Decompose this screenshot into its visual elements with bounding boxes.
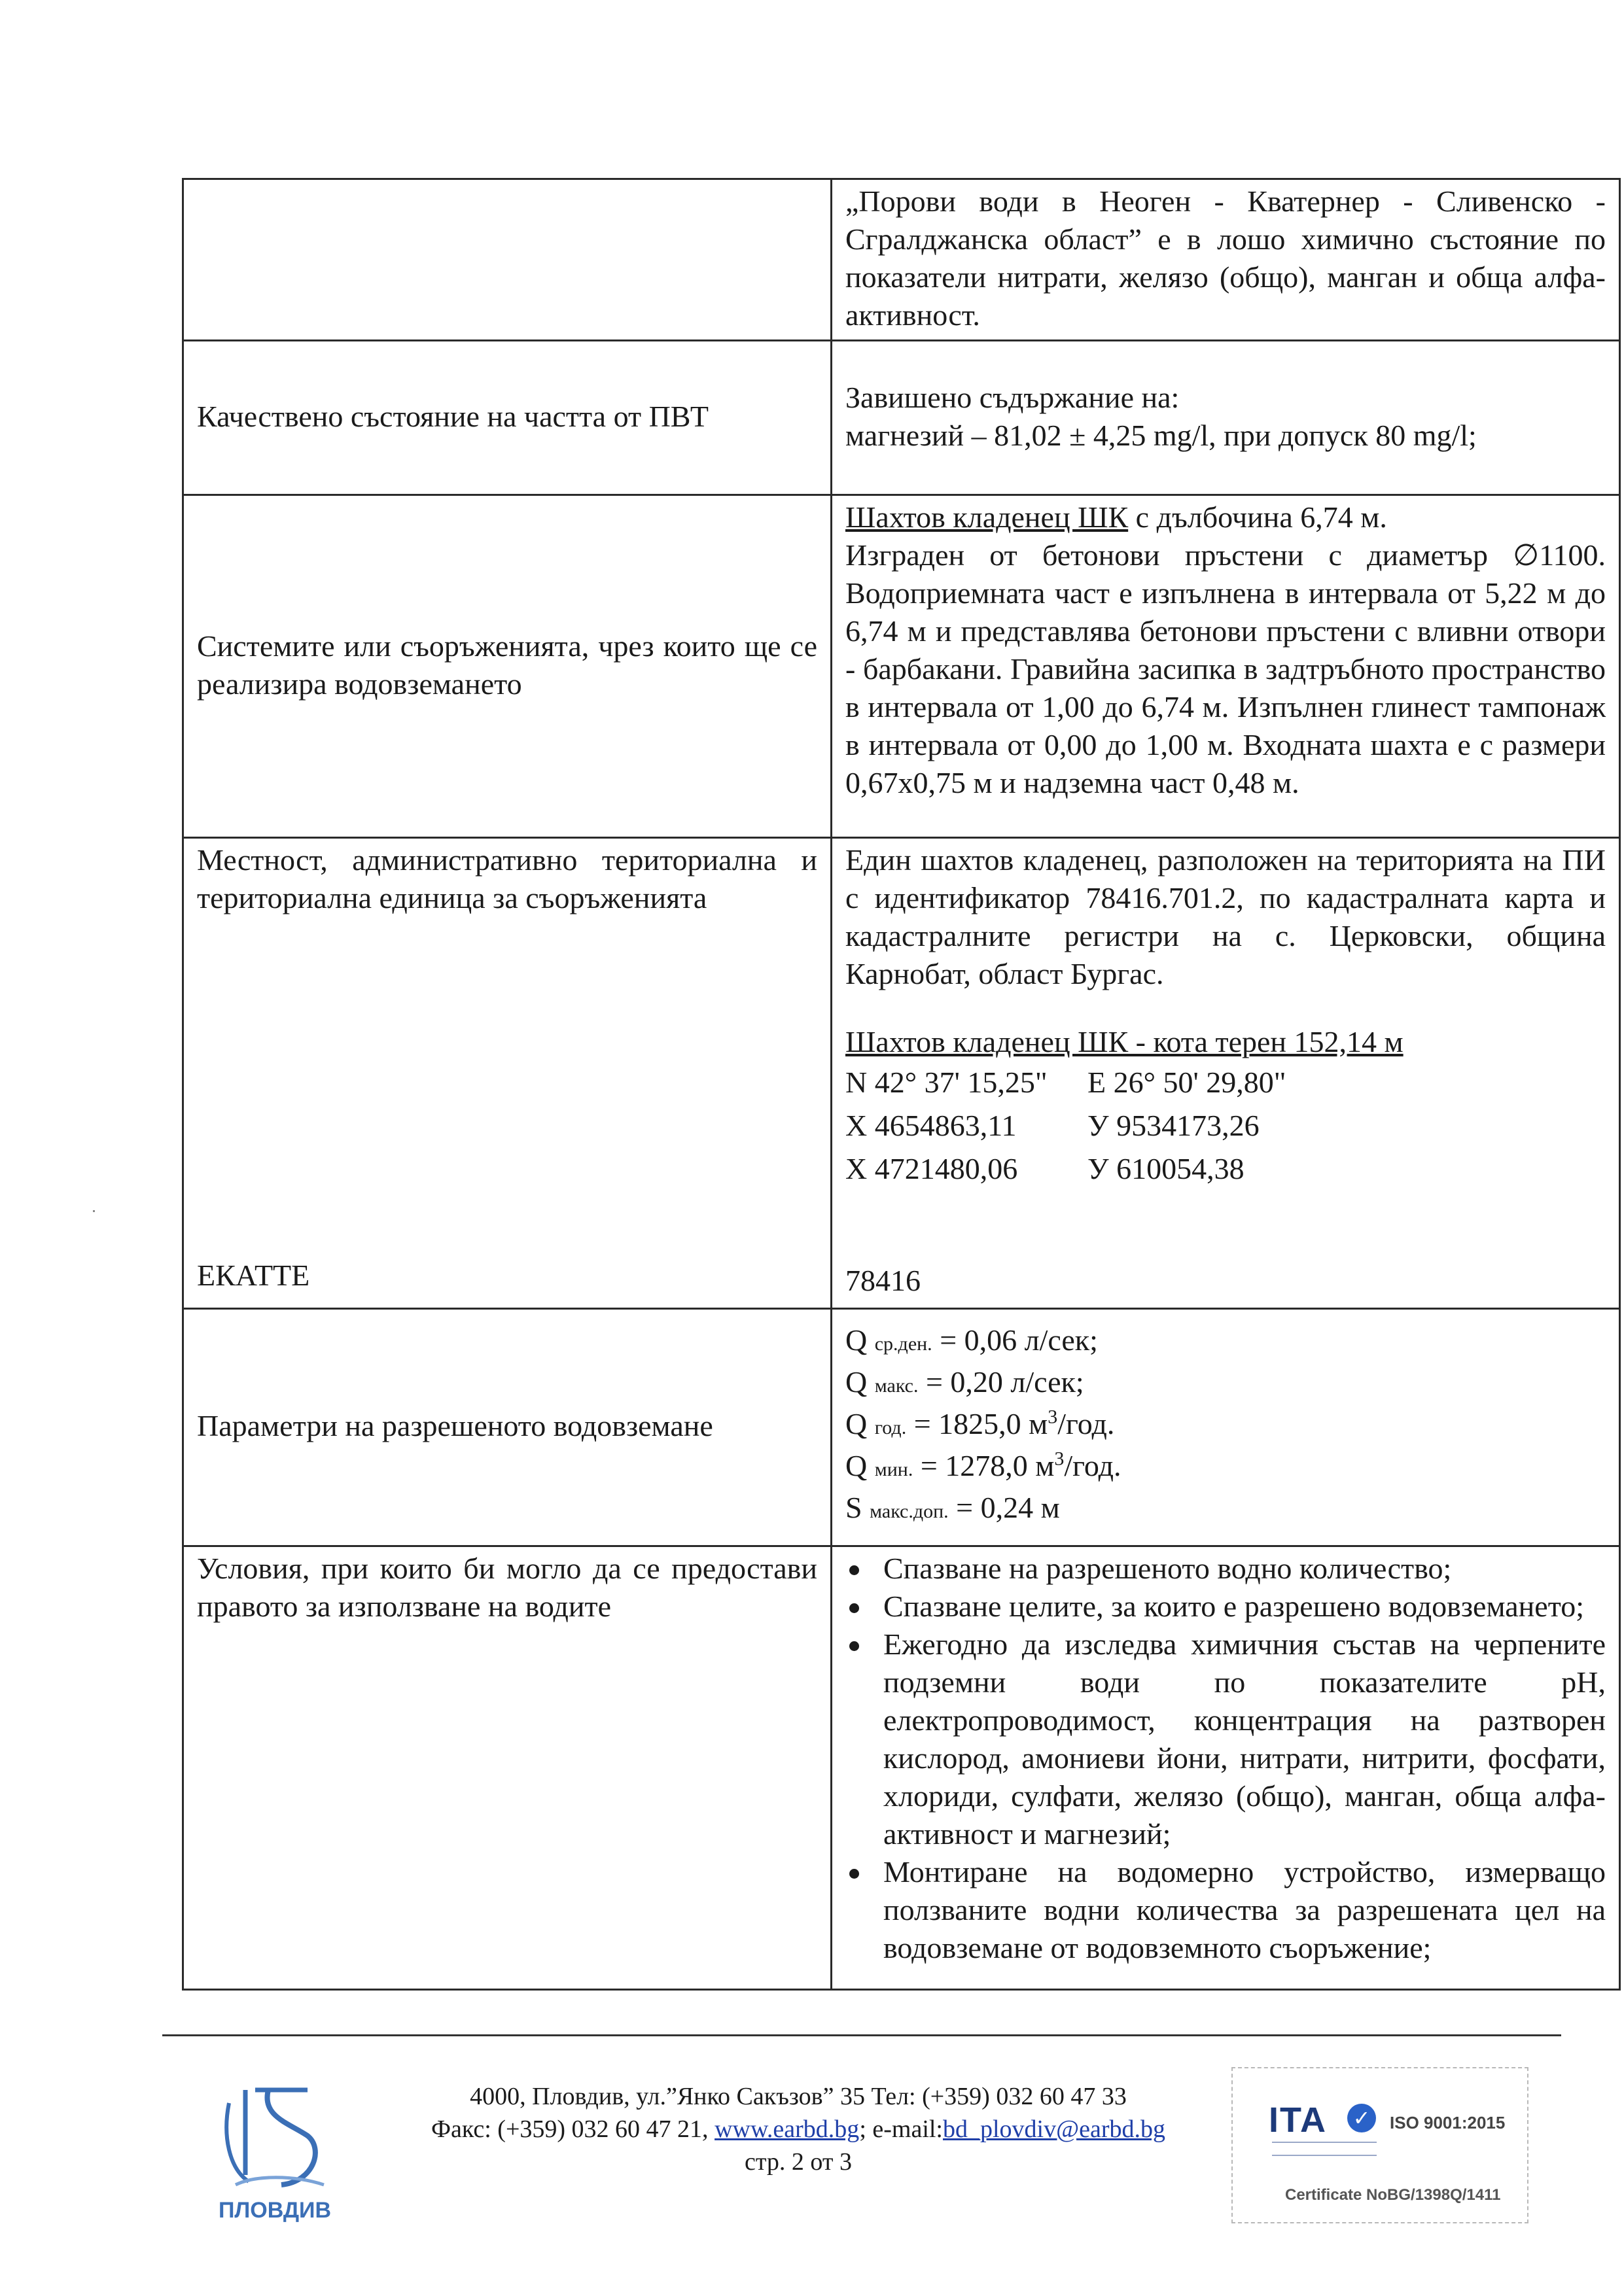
coord-b: У 610054,38 <box>1087 1152 1244 1185</box>
ita-logo: ITA <box>1269 2100 1327 2140</box>
param-subscript: год. <box>874 1417 907 1438</box>
website-link[interactable]: www.earbd.bg <box>715 2115 860 2143</box>
footer-contacts <box>366 2080 1230 2178</box>
ita-tagline-decoration <box>1272 2142 1377 2156</box>
email-link[interactable]: bd_plovdiv@earbd.bg <box>943 2115 1165 2143</box>
text-line: магнезий – 81,02 ± 4,25 mg/l, при допуск 80 mg/l; <box>845 418 1477 452</box>
row-value <box>832 341 1620 495</box>
param-superscript: 3 <box>1054 1448 1065 1470</box>
param-subscript: ср.ден. <box>874 1333 932 1355</box>
location-description: Един шахтов кладенец, разположен на територията на ПИ с идентификатор 78416.701.2, по кадастралната карта и кадастралните регистри на с. Церковски, община Карнобат, област Бургас. <box>845 843 1606 990</box>
coord-a: X 4654863,11 <box>845 1109 1017 1142</box>
page-number: стр. 2 от 3 <box>744 2148 853 2176</box>
table-row <box>183 495 1620 838</box>
certificate-number: Certificate NoBG/1398Q/1411 <box>1285 2186 1501 2204</box>
param-subscript: мин. <box>874 1459 913 1480</box>
logo-text: ПЛОВДИВ <box>218 2198 332 2223</box>
well-name: Шахтов кладенец ШК <box>845 500 1129 534</box>
row-label: Параметри на разрешеното водовземане <box>183 1309 832 1546</box>
row-label <box>183 179 832 341</box>
param-value: = 0,20 л/сек; <box>918 1365 1084 1399</box>
param-subscript: макс.доп. <box>870 1501 949 1522</box>
param-symbol: Q <box>845 1449 868 1482</box>
row-value: „Порови води в Неоген - Кватернер - Сливенско - Сгралджанска област” е в лошо химично състояние по показатели нитрати, желязо (общо), манган и обща алфа-активност. <box>832 179 1620 341</box>
list-item: Спазване целите, за които е разрешено водовземането; <box>845 1588 1606 1626</box>
coord-row <box>845 1147 1606 1191</box>
coord-b: У 9534173,26 <box>1087 1109 1260 1142</box>
well-title <box>845 498 1606 536</box>
param-line <box>845 1489 1606 1531</box>
certificate-badge <box>1231 2067 1528 2223</box>
text-line: Завишено съдържание на: <box>845 380 1180 414</box>
ekatte-label: ЕКАТТЕ <box>197 1259 310 1292</box>
param-value: = 0,24 м <box>948 1491 1060 1524</box>
param-line <box>845 1321 1606 1363</box>
list-item: Монтиране на водомерно устройство, измерващо ползваните водни количества за разрешената цел на водовземане от водовземното съоръжение; <box>845 1853 1606 1967</box>
coordinates <box>845 1061 1606 1191</box>
row-value <box>832 1546 1620 1990</box>
param-line <box>845 1447 1606 1489</box>
iso-standard: ISO 9001:2015 <box>1390 2113 1506 2132</box>
checkmark-icon: ✓ <box>1347 2104 1376 2132</box>
row-value <box>832 838 1620 1309</box>
param-value: = 1278,0 м <box>913 1449 1055 1482</box>
row-label <box>183 838 832 1309</box>
location-label: Местност, административно териториална и териториална единица за съоръженията <box>197 843 817 914</box>
coord-b: E 26° 50' 29,80" <box>1087 1066 1286 1099</box>
param-superscript: 3 <box>1048 1406 1058 1428</box>
footer-email-label: ; e-mail: <box>859 2115 943 2143</box>
table-row <box>183 341 1620 495</box>
footer-address: 4000, Пловдив, ул.”Янко Сакъзов” 35 Тел: (+359) 032 60 47 33 <box>470 2083 1127 2110</box>
list-item: Ежегодно да изследва химичния състав на черпените подземни води по показателите pH, електропроводимост, концентрация на разтворен кислород, амониеви йони, нитрати, нитрити, фосфати, хлориди, сулфати, желязо (общо), манган, обща алфа-активност и магнезий; <box>845 1626 1606 1853</box>
footer-fax: Факс: (+359) 032 60 47 21, <box>431 2115 715 2143</box>
param-line <box>845 1363 1606 1405</box>
param-unit-tail: /год. <box>1064 1449 1121 1482</box>
param-symbol: S <box>845 1491 862 1524</box>
coord-a: X 4721480,06 <box>845 1152 1018 1185</box>
row-value <box>832 495 1620 838</box>
coord-a: N 42° 37' 15,25" <box>845 1066 1048 1099</box>
row-label: Условия, при които би могло да се предостави правото за използване на водите <box>183 1546 832 1990</box>
param-value: = 0,06 л/сек; <box>932 1323 1098 1357</box>
param-value: = 1825,0 м <box>906 1407 1048 1440</box>
ekatte-value: 78416 <box>845 1264 921 1297</box>
basin-directorate-logo-icon <box>209 2077 340 2227</box>
row-label: Качествено състояние на частта от ПВТ <box>183 341 832 495</box>
param-symbol: Q <box>845 1365 868 1399</box>
param-subscript: макс. <box>874 1375 919 1397</box>
table-row <box>183 1309 1620 1546</box>
param-unit-tail: /год. <box>1057 1407 1115 1440</box>
row-value <box>832 1309 1620 1546</box>
param-symbol: Q <box>845 1323 868 1357</box>
well-depth: с дълбочина 6,74 м. <box>1128 500 1387 534</box>
footer-divider <box>162 2034 1561 2036</box>
footer-contact-line <box>366 2113 1230 2146</box>
conditions-list <box>845 1550 1606 1967</box>
coord-row <box>845 1061 1606 1104</box>
param-line <box>845 1405 1606 1447</box>
row-label: Системите или съоръженията, чрез които ще се реализира водовземането <box>183 495 832 838</box>
permit-table <box>182 178 1621 1991</box>
list-item: Спазване на разрешеното водно количество; <box>845 1550 1606 1588</box>
table-row <box>183 838 1620 1309</box>
well-description: Изграден от бетонови пръстени с диаметър ∅1100. Водоприемната част е изпълнена в интервала от 5,22 м до 6,74 м и представлява бетонови пръстени с вливни отвори - барбакани. Гравийна засипка в задтръбното пространство в интервала от 1,00 до 6,74 м. Изпълнен глинест тампонаж в интервала от 0,00 до 1,00 м. Входната шахта е с размери 0,67х0,75 м и надземна част 0,48 м. <box>845 538 1606 799</box>
table-row <box>183 1546 1620 1990</box>
param-symbol: Q <box>845 1407 868 1440</box>
scan-speck <box>93 1210 95 1212</box>
table-row <box>183 179 1620 341</box>
coord-row <box>845 1104 1606 1147</box>
well-elevation-title: Шахтов кладенец ШК - кота терен 152,14 м <box>845 1025 1403 1058</box>
